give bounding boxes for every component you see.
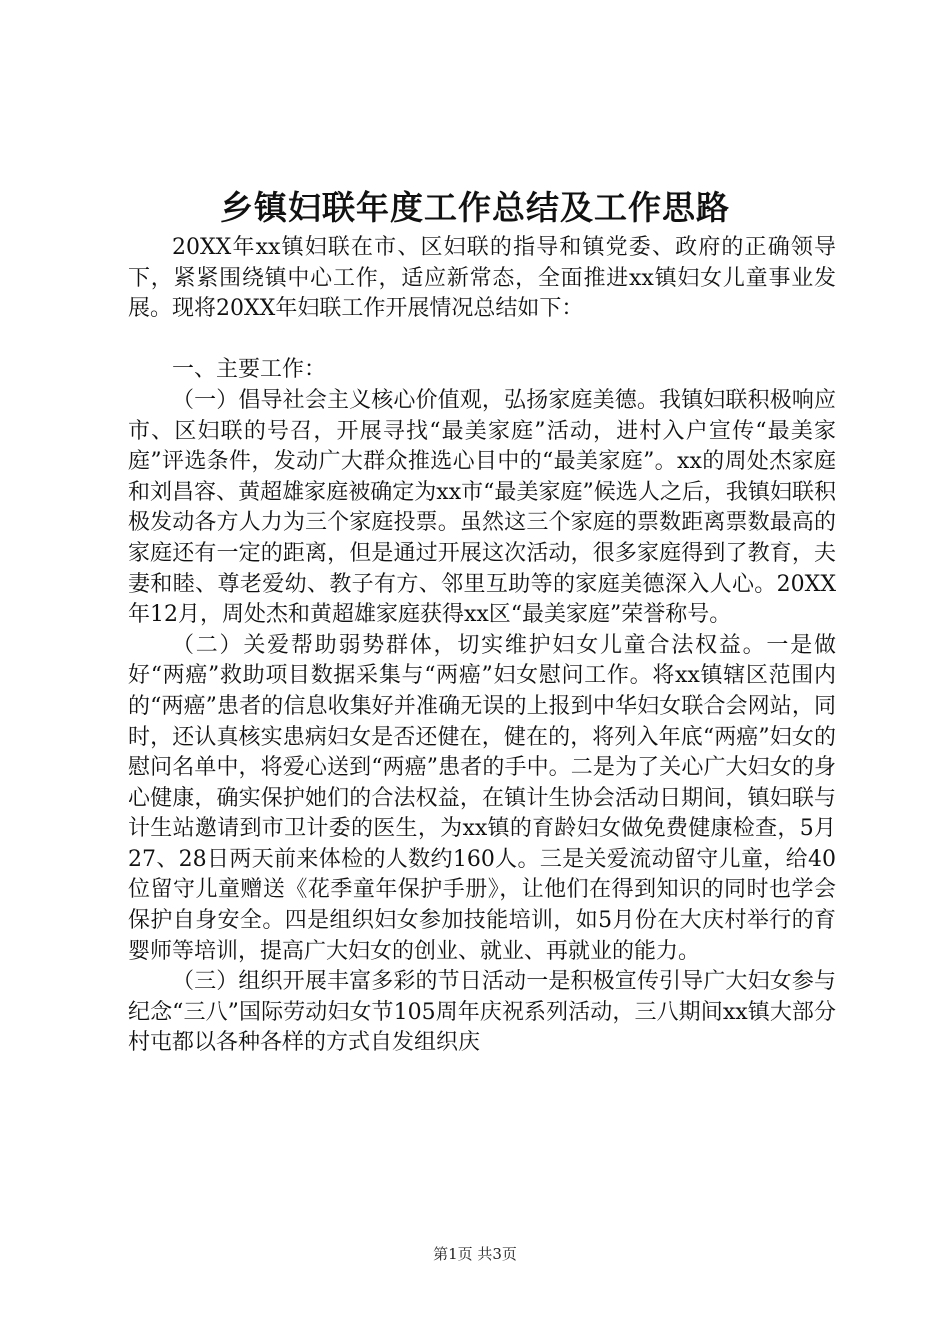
paragraph-item-2: （二）关爱帮助弱势群体，切实维护妇女儿童合法权益。一是做好“两癌”救助项目数据采集与“两癌”妇女慰问工作。将xx镇辖区范围内的“两癌”患者的信息收集好并准确无误的上报到中华妇女联合会网站，同时，还认真核实患病妇女是否还健在，健在的，将列入年底“两癌”妇女的慰问名单中，将爱心送到“两癌”患者的手中。二是为了关心广大妇女的身心健康，确实保护她们的合法权益，在镇计生协会活动日期间，镇妇联与计生站邀请到市卫计委的医生，为xx镇的育龄妇女做免费健康检查，5月27、28日两天前来体检的人数约160人。三是关爱流动留守儿童，给40位留守儿童赠送《花季童年保护手册》，让他们在得到知识的同时也学会保护自身安全。四是组织妇女参加技能培训，如5月份在大庆村举行的育婴师等培训，提高广大妇女的创业、就业、再就业的能力。 — [128, 632, 836, 964]
intro-paragraph: 20XX年xx镇妇联在市、区妇联的指导和镇党委、政府的正确领导下，紧紧围绕镇中心工作，适应新常态，全面推进xx镇妇女儿童事业发展。现将20XX年妇联工作开展情况总结如下： — [128, 235, 836, 322]
section-heading: 一、主要工作： — [172, 357, 327, 383]
page-footer: 第1页 共3页 — [433, 1245, 517, 1263]
document-title: 乡镇妇联年度工作总结及工作思路 — [220, 188, 730, 227]
paragraph-item-1: （一）倡导社会主义核心价值观，弘扬家庭美德。我镇妇联积极响应市、区妇联的号召，开展寻找“最美家庭”活动，进村入户宣传“最美家庭”评选条件，发动广大群众推选心目中的“最美家庭”。xx的周处杰家庭和刘昌容、黄超雄家庭被确定为xx市“最美家庭”候选人之后，我镇妇联积极发动各方人力为三个家庭投票。虽然这三个家庭的票数距离票数最高的家庭还有一定的距离，但是通过开展这次活动，很多家庭得到了教育，夫妻和睦、尊老爱幼、教子有方、邻里互助等的家庭美德深入人心。20XX年12月，周处杰和黄超雄家庭获得xx区“最美家庭”荣誉称号。 — [128, 387, 836, 628]
paragraph-item-3: （三）组织开展丰富多彩的节日活动一是积极宣传引导广大妇女参与纪念“三八”国际劳动妇女节105周年庆祝系列活动，三八期间xx镇大部分村屯都以各种各样的方式自发组织庆 — [128, 969, 836, 1056]
document-body — [128, 233, 836, 1059]
